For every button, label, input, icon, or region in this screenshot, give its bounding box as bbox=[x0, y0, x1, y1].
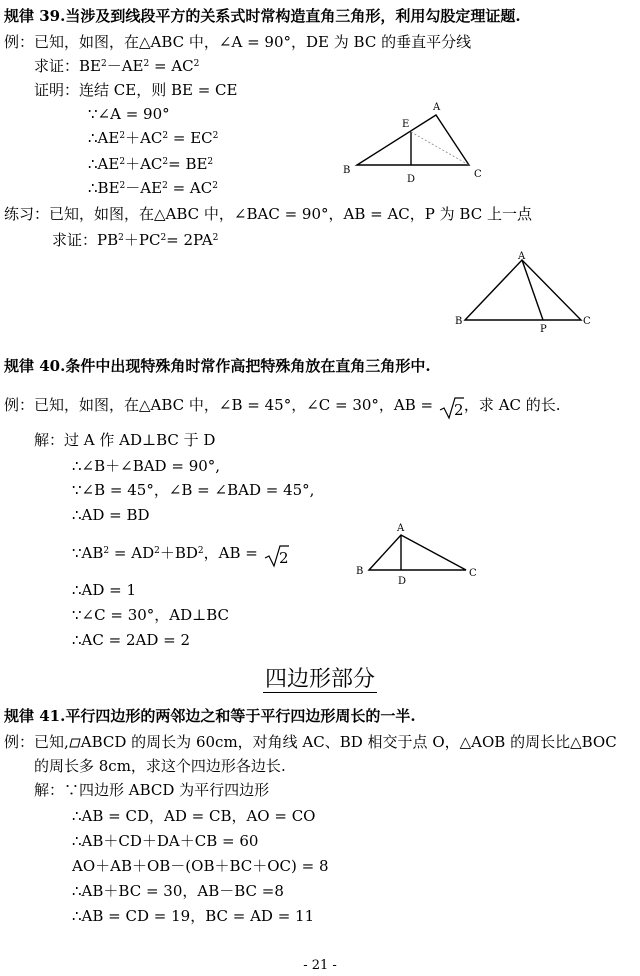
rule-title: 当涉及到线段平方的关系式时常构造直角三角形，利用勾股定理证题. bbox=[65, 7, 521, 25]
label-p: P bbox=[540, 324, 547, 335]
rule-number: 规律 39. bbox=[4, 7, 66, 25]
rule-39-heading bbox=[4, 6, 521, 26]
rule-41-heading bbox=[4, 706, 416, 726]
label-a: A bbox=[433, 102, 441, 113]
example-statement: 例：已知, ABCD 的周长为 60cm，对角线 AC、BD 相交于点 O，△AOB 的周长比△BOC bbox=[4, 733, 617, 751]
parallelogram-icon bbox=[69, 738, 81, 748]
solution-step: AO＋AB＋OB－(OB＋BC＋OC) = 8 bbox=[72, 857, 329, 875]
figure-triangle-abc-bisector bbox=[335, 98, 495, 190]
svg-text:2: 2 bbox=[453, 401, 464, 419]
rule-40-heading bbox=[4, 356, 431, 376]
label-a: A bbox=[397, 523, 405, 534]
label-c: C bbox=[469, 568, 477, 579]
proof-step: $\therefore AE^2+AC^2= BE^2$ bbox=[88, 155, 214, 173]
solution-step: ∴AD = 1 bbox=[72, 581, 137, 599]
exercise-statement: 练习：已知，如图，在△ABC 中，∠BAC = 90°，AB = AC，P 为 BC 上一点 bbox=[4, 205, 532, 223]
figure-isosceles-right-triangle bbox=[452, 250, 602, 336]
proof-step: ∵∠A = 90° bbox=[88, 105, 170, 123]
proof-line: 证明：连结 CE，则 BE = CE bbox=[34, 81, 238, 99]
label-c: C bbox=[474, 169, 482, 180]
rule-title: 条件中出现特殊角时常作高把特殊角放在直角三角形中. bbox=[65, 357, 431, 375]
solution-step: ∴AB＋BC = 30，AB－BC =8 bbox=[72, 882, 284, 900]
label-b: B bbox=[343, 165, 351, 176]
solution-line: 解：过 A 作 AD⊥BC 于 D bbox=[34, 431, 216, 449]
rule-number: 规律 40. bbox=[4, 357, 66, 375]
solution-step: ∴AB = CD，AD = CB，AO = CO bbox=[72, 807, 316, 825]
solution-step: ∵∠C = 30°，AD⊥BC bbox=[72, 606, 230, 624]
svg-text:2: 2 bbox=[278, 549, 289, 567]
solution-step: ∴AB = CD = 19，BC = AD = 11 bbox=[72, 907, 315, 925]
section-title: 四边形部分 bbox=[264, 667, 375, 692]
label-a: A bbox=[518, 251, 526, 262]
solution-step: ∴AB＋CD＋DA＋CB = 60 bbox=[72, 832, 259, 850]
figure-triangle-altitude bbox=[352, 520, 482, 590]
solution-line: 解：∵四边形 ABCD 为平行四边形 bbox=[34, 781, 270, 799]
sqrt-radical bbox=[438, 396, 464, 420]
proof-step: $\therefore BE^2-AE^2 = AC^2$ bbox=[88, 179, 218, 197]
exercise-prove: 求证：$PB^2+PC^2= 2PA^2$ bbox=[52, 231, 219, 249]
solution-step: ∴AC = 2AD = 2 bbox=[72, 631, 191, 649]
prove-statement: 求证：$BE^2-AE^2 = AC^2$ bbox=[34, 57, 200, 75]
rule-title: 平行四边形的两邻边之和等于平行四边形周长的一半. bbox=[65, 707, 416, 725]
solution-step: $\because AB^2 = AD^2+BD^2$，AB = 2 bbox=[72, 544, 289, 567]
label-d: D bbox=[407, 174, 416, 185]
label-e: E bbox=[402, 119, 410, 130]
rule-number: 规律 41. bbox=[4, 707, 66, 725]
label-b: B bbox=[356, 566, 364, 577]
solution-step: ∵∠B = 45°，∠B = ∠BAD = 45°, bbox=[72, 481, 315, 499]
example-statement: 例：已知，如图，在△ABC 中，∠A = 90°，DE 为 BC 的垂直平分线 bbox=[4, 33, 472, 51]
sqrt-radical bbox=[263, 544, 289, 568]
solution-step: ∴∠B＋∠BAD = 90°, bbox=[72, 457, 221, 475]
solution-step: ∴AD = BD bbox=[72, 506, 150, 524]
label-c: C bbox=[583, 316, 591, 327]
page-number: - 21 - bbox=[303, 958, 337, 973]
label-b: B bbox=[455, 316, 463, 327]
example-statement: 例：已知，如图，在△ABC 中，∠B = 45°，∠C = 30°，AB = 2 ，求 AC 的长. bbox=[4, 396, 561, 419]
label-d: D bbox=[398, 576, 407, 587]
proof-step: $\therefore AE^2+AC^2 = EC^2$ bbox=[88, 129, 219, 147]
example-statement-cont: 的周长多 8cm，求这个四边形各边长. bbox=[34, 757, 286, 775]
